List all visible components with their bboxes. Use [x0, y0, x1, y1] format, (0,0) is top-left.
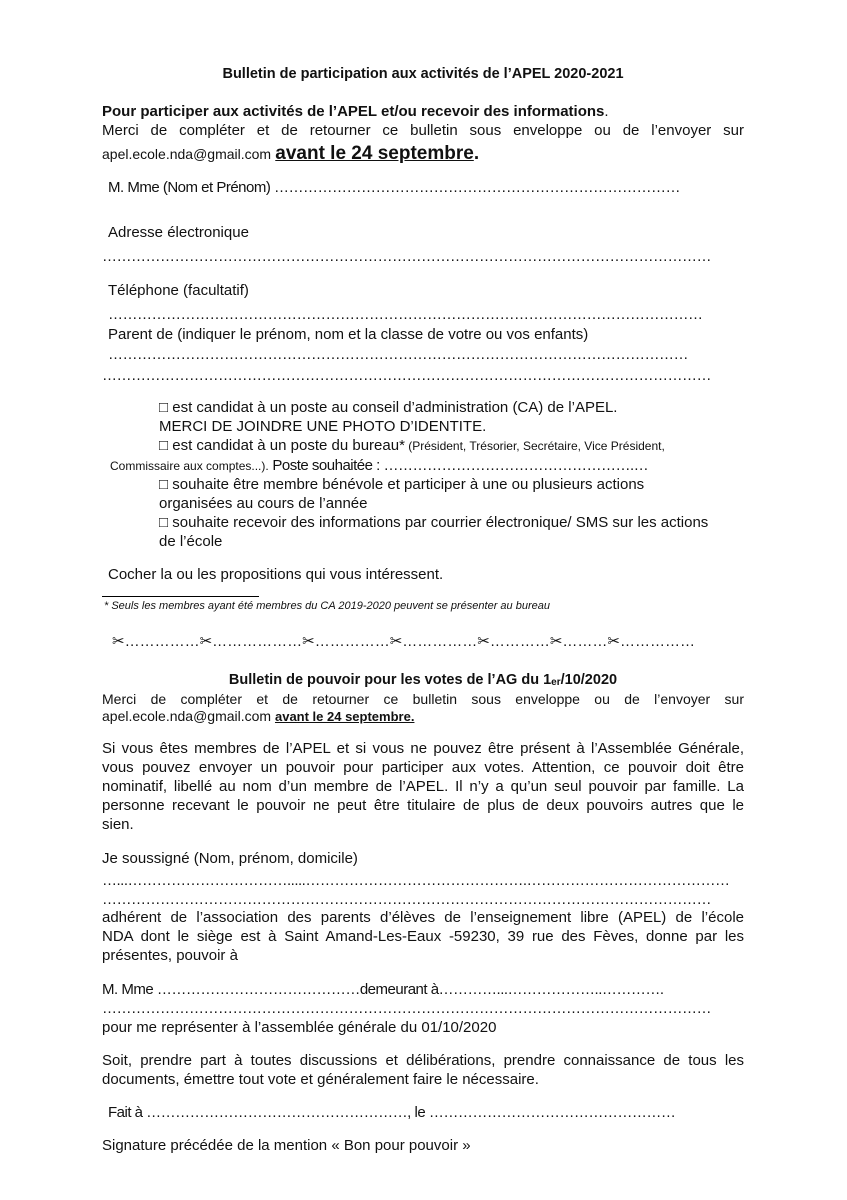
email-field[interactable]: ………………………………………………………………………………………………………………	[102, 248, 711, 265]
intro-period: .	[604, 103, 609, 120]
proxy-title	[102, 671, 744, 692]
proxy-instruction-line-1: Merci de compléter et de retourner ce bulletin sous enveloppe ou de l’envoyer sur	[102, 691, 744, 707]
deadline-text: avant le 24 septembre	[275, 143, 474, 164]
intro-heading	[102, 103, 744, 121]
adherent-line-3: présentes, pouvoir à	[102, 947, 238, 964]
soussigne-field-1[interactable]: …...…………………………….....……………………………………….……………………………………	[102, 872, 730, 889]
footnote: * Seuls les membres ayant été membres du CA 2019-2020 peuvent se présenter au bureau	[104, 600, 550, 612]
fait-a-field[interactable]: Fait à ………………………………………………, le ……………………………………………	[108, 1104, 676, 1121]
proxy-title-main: Bulletin de pouvoir pour les votes de l’AG du 1	[228, 672, 552, 688]
proxy-deadline: avant le 24 septembre.	[274, 709, 415, 724]
parent-label: Parent de (indiquer le prénom, nom et la classe de votre ou vos enfants)	[108, 326, 589, 343]
proxy-paragraph-line-2: vous pouvez envoyer un pouvoir pour participer aux votes. Attention, ce pouvoir doit être	[102, 759, 744, 776]
name-field[interactable]: M. Mme (Nom et Prénom) …………………………………………………………………………	[108, 179, 681, 196]
soit-line-2: documents, émettre tout vote et généralement faire le nécessaire.	[102, 1071, 539, 1088]
option-bureau-label: □ est candidat à un poste du bureau*	[159, 437, 405, 454]
option-bureau-line-2	[110, 457, 744, 475]
email-label: Adresse électronique	[108, 224, 249, 241]
parent-field-1[interactable]: …………………………………………………………………………………………………………	[108, 346, 688, 363]
signature-label: Signature précédée de la mention « Bon pour pouvoir »	[102, 1137, 471, 1154]
soit-line-1: Soit, prendre part à toutes discussions et délibérations, prendre connaissance de tous les	[102, 1052, 744, 1069]
proxy-title-date: /10/2020	[560, 672, 618, 688]
option-informations[interactable]: □ souhaite recevoir des informations par courrier électronique/ SMS sur les actions	[159, 514, 709, 531]
deadline-period: .	[473, 143, 480, 164]
adherent-line-1: adhérent de l’association des parents d’élèves de l’enseignement libre (APEL) de l’école	[102, 909, 744, 926]
adherent-line-2: NDA dont le siège est à Saint Amand-Les-Eaux -59230, 39 rue des Fèves, donne par les	[102, 928, 744, 945]
parent-field-2[interactable]: ………………………………………………………………………………………………………………	[102, 367, 711, 384]
phone-label: Téléphone (facultatif)	[108, 282, 249, 299]
intro-bold: Pour participer aux activités de l’APEL et/ou recevoir des informations	[102, 103, 605, 120]
phone-field[interactable]: ……………………………………………………………………………………………………………	[108, 306, 703, 323]
option-ca-candidate[interactable]: □ est candidat à un poste au conseil d’administration (CA) de l’APEL.	[159, 399, 618, 416]
option-informations-line-2: de l’école	[159, 533, 223, 550]
check-instruction: Cocher la ou les propositions qui vous intéressent.	[108, 566, 444, 583]
proxy-email[interactable]: apel.ecole.nda@gmail.com	[102, 708, 275, 724]
option-benevole[interactable]: □ souhaite être membre bénévole et participer à une ou plusieurs actions	[159, 476, 645, 493]
option-ca-photo-note: MERCI DE JOINDRE UNE PHOTO D’IDENTITE.	[159, 418, 487, 435]
option-benevole-line-2: organisées au cours de l’année	[159, 495, 368, 512]
page-title: Bulletin de participation aux activités de l’APEL 2020-2021	[222, 66, 624, 82]
scissors-cut-line: ✂……………✂………………✂……………✂……………✂…………✂………✂……………	[112, 633, 695, 650]
mandataire-address-field[interactable]: ………………………………………………………………………………………………………………	[102, 1000, 711, 1017]
proxy-title-er: er	[551, 677, 561, 688]
poste-souhaite-field[interactable]: Poste souhaitée : …………………………………………….…	[268, 457, 649, 474]
contact-email[interactable]: apel.ecole.nda@gmail.com	[102, 146, 272, 162]
proxy-paragraph-line-5: sien.	[102, 816, 134, 833]
proxy-paragraph-line-1: Si vous êtes membres de l’APEL et si vous ne pouvez être présent à l’Assemblée Générale,	[102, 740, 744, 757]
proxy-paragraph-line-4: personne recevant le pouvoir ne peut être titulaire de plus de deux pouvoirs autres que le	[102, 797, 744, 814]
proxy-instruction-line-2	[102, 707, 744, 726]
option-bureau-roles: (Président, Trésorier, Secrétaire, Vice Président,	[404, 439, 665, 453]
mandataire-field[interactable]: M. Mme ……………………………………demeurant à…………...………………..………….	[102, 981, 664, 998]
soussigne-label: Je soussigné (Nom, prénom, domicile)	[102, 850, 358, 867]
intro-line-2: Merci de compléter et de retourner ce bulletin sous enveloppe ou de l’envoyer sur	[102, 122, 744, 139]
soussigne-field-2[interactable]: ………………………………………………………………………………………………………………	[102, 891, 711, 908]
intro-line-3	[102, 145, 744, 164]
option-bureau-candidate[interactable]	[159, 437, 744, 455]
option-bureau-roles-2: Commissaire aux comptes...).	[110, 459, 269, 473]
proxy-paragraph-line-3: nominatif, libellé au nom d’un membre de l’APEL. Il n’y a qu’un seul pouvoir par famille. La	[102, 778, 744, 795]
represent-line: pour me représenter à l’assemblée générale du 01/10/2020	[102, 1019, 497, 1036]
